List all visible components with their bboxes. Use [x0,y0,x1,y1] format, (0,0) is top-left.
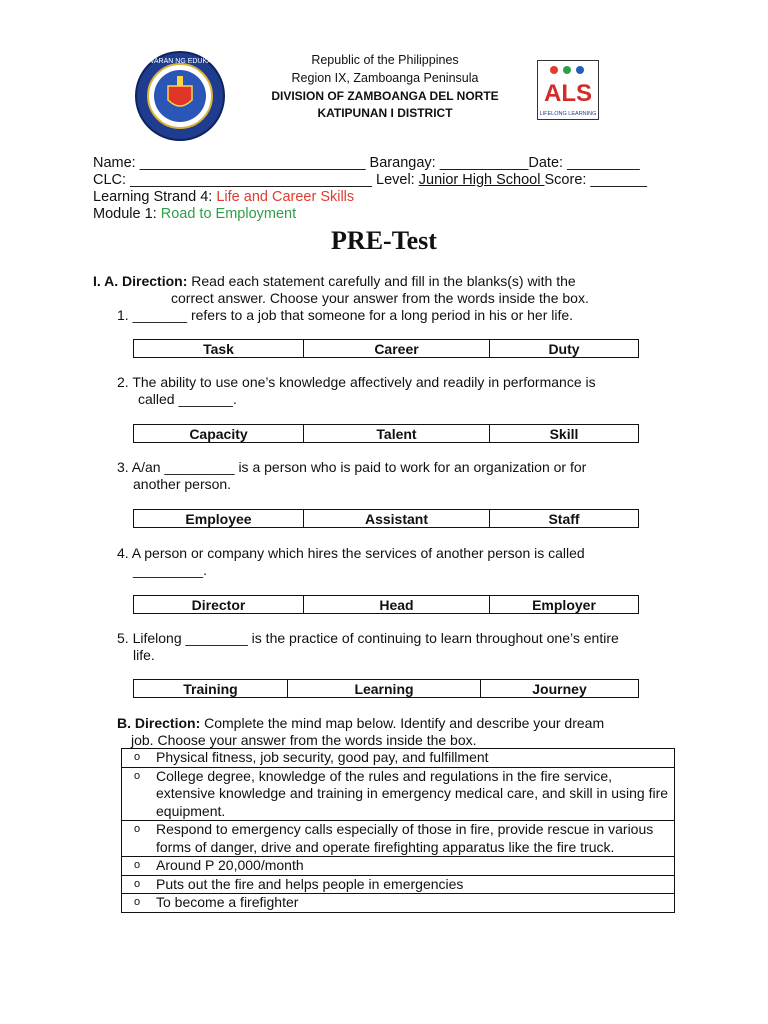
page-title: PRE-Test [331,226,437,255]
question-1: 1. _______ refers to a job that someone for a long period in his or her life. [117,307,574,323]
header-region: Region IX, Zamboanga Peninsula [291,71,479,85]
header-division: DIVISION OF ZAMBOANGA DEL NORTE [271,89,499,103]
choice-2a: Capacity [134,425,304,443]
level-value: Junior High School [418,172,545,188]
bullet-icon: o [134,877,141,890]
question-5: 5. Lifelong ________ is the practice of continuing to learn throughout one’s entire [117,630,619,646]
choice-3c: Staff [490,510,639,528]
part-a-direction: I. A. Direction: Read each statement carefully and fill in the blanks(s) with the [93,273,576,289]
part-a-direction-cont: correct answer. Choose your answer from the words inside the box. [171,290,589,306]
svg-text:LIFELONG LEARNING: LIFELONG LEARNING [539,111,597,117]
mind-map-item: o Physical fitness, job security, good pay, and fulfillment [122,749,675,768]
choice-5b: Learning [288,680,481,698]
choice-1b: Career [304,340,490,358]
svg-text:KAGAWARAN NG EDUKASYON: KAGAWARAN NG EDUKASYON [128,58,232,65]
mind-map-item: o College degree, knowledge of the rules and regulations in the fire service, extensive knowledge and training in emergency medical care, and skill in using fire equipment. [122,767,675,821]
choice-3b: Assistant [304,510,490,528]
bullet-icon: o [134,896,141,908]
svg-text:ALS: ALS [544,80,592,107]
choice-2c: Skill [490,425,639,443]
strand-value: Life and Career Skills [216,189,355,205]
question-5-cont: life. [133,647,155,663]
question-4: 4. A person or company which hires the services of another person is called [117,545,585,561]
mind-map-item: o Respond to emergency calls especially of those in fire, provide rescue in various forms of danger, drive and operate firefighting apparatus like the fire truck. [122,821,675,857]
question-4-cont: _________. [133,562,207,578]
header-republic: Republic of the Philippines [311,53,459,67]
choice-3a: Employee [134,510,304,528]
choice-5c: Journey [481,680,639,698]
mind-map-item: o To become a firefighter [122,894,675,913]
choice-4c: Employer [490,596,639,614]
choices-box-2 [133,424,639,443]
choice-5a: Training [134,680,288,698]
question-3: 3. A/an _________ is a person who is paid to work for an organization or for [117,459,587,475]
mind-map-box [121,748,675,913]
bullet-icon: o [134,823,141,835]
mind-map-item: o Puts out the fire and helps people in emergencies [122,875,675,894]
choice-4b: Head [304,596,490,614]
choice-2b: Talent [304,425,490,443]
score-line: Score: _______ [544,172,647,188]
choices-box-5 [133,679,639,698]
question-2-cont: called _______. [138,391,237,407]
choices-box-1 [133,339,639,358]
mind-map-item: o Around P 20,000/month [122,857,675,876]
header-district: KATIPUNAN I DISTRICT [317,106,453,120]
bullet-icon: o [134,859,141,871]
clc-line: CLC: ______________________________ Level: Junior High School Score: _______ [93,172,647,188]
part-b-direction-cont: job. Choose your answer from the words inside the box. [131,732,477,748]
choice-1c: Duty [490,340,639,358]
choices-box-4 [133,595,639,614]
learning-strand-line: Learning Strand 4: Life and Career Skills [93,189,355,205]
bullet-icon: o [134,751,141,763]
part-b-direction: B. Direction: Complete the mind map below. Identify and describe your dream [117,715,605,731]
module-line: Module 1: Road to Employment [93,206,297,222]
question-3-cont: another person. [133,476,232,492]
choice-1a: Task [134,340,304,358]
bullet-icon: o [134,769,141,782]
module-value: Road to Employment [160,206,297,222]
choices-box-3 [133,509,639,528]
question-2: 2. The ability to use one’s knowledge affectively and readily in performance is [117,374,596,390]
name-line: Name: ____________________________ Barangay: ___________Date: _________ [93,155,640,171]
choice-4a: Director [134,596,304,614]
